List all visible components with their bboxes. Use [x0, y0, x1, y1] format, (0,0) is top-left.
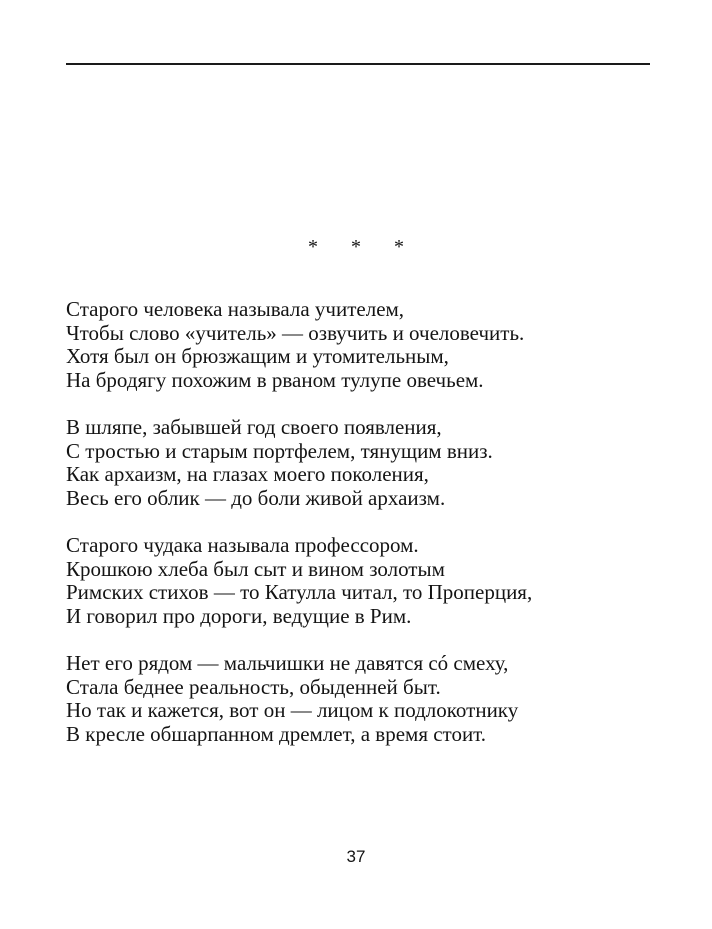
poem-line: И говорил про дороги, ведущие в Рим. — [66, 603, 412, 628]
poem-line: Весь его облик — до боли живой архаизм. — [66, 485, 446, 510]
poem-line: Чтобы слово «учитель» — озвучить и очеловечить. — [66, 320, 525, 345]
section-separator: * * * — [308, 236, 418, 258]
poem-line: Римских стихов — то Катулла читал, то Проперция, — [66, 580, 533, 604]
poem-line: Старого чудака называла профессором. — [66, 533, 419, 557]
stanza-2 — [66, 416, 666, 510]
poem-line: Крошкою хлеба был сыт и вином золотым — [66, 556, 445, 581]
page-number: 37 — [346, 847, 366, 866]
stanza-4 — [66, 652, 666, 746]
poem-line: В кресле обшарпанном дремлет, а время стоит. — [66, 721, 487, 746]
poem-line: Стала беднее реальность, обыденней быт. — [66, 674, 441, 699]
poem-line: Как архаизм, на глазах моего поколения, — [66, 462, 429, 486]
poem-line: Но так и кажется, вот он — лицом к подлокотнику — [66, 698, 519, 722]
poem-line: Нет его рядом — мальчишки не давятся сó смеху, — [66, 651, 509, 675]
stanza-1 — [66, 298, 666, 392]
poem-line: С тростью и старым портфелем, тянущим вниз. — [66, 438, 493, 463]
poem — [66, 298, 666, 770]
poem-line: На бродягу похожим в рваном тулупе овечьем. — [66, 367, 484, 392]
poem-line: Хотя был он брюзжащим и утомительным, — [66, 344, 449, 368]
poem-line: В шляпе, забывшей год своего появления, — [66, 415, 442, 439]
stanza-3 — [66, 534, 666, 628]
poem-line: Старого человека называла учителем, — [66, 297, 405, 321]
top-rule — [66, 63, 650, 65]
